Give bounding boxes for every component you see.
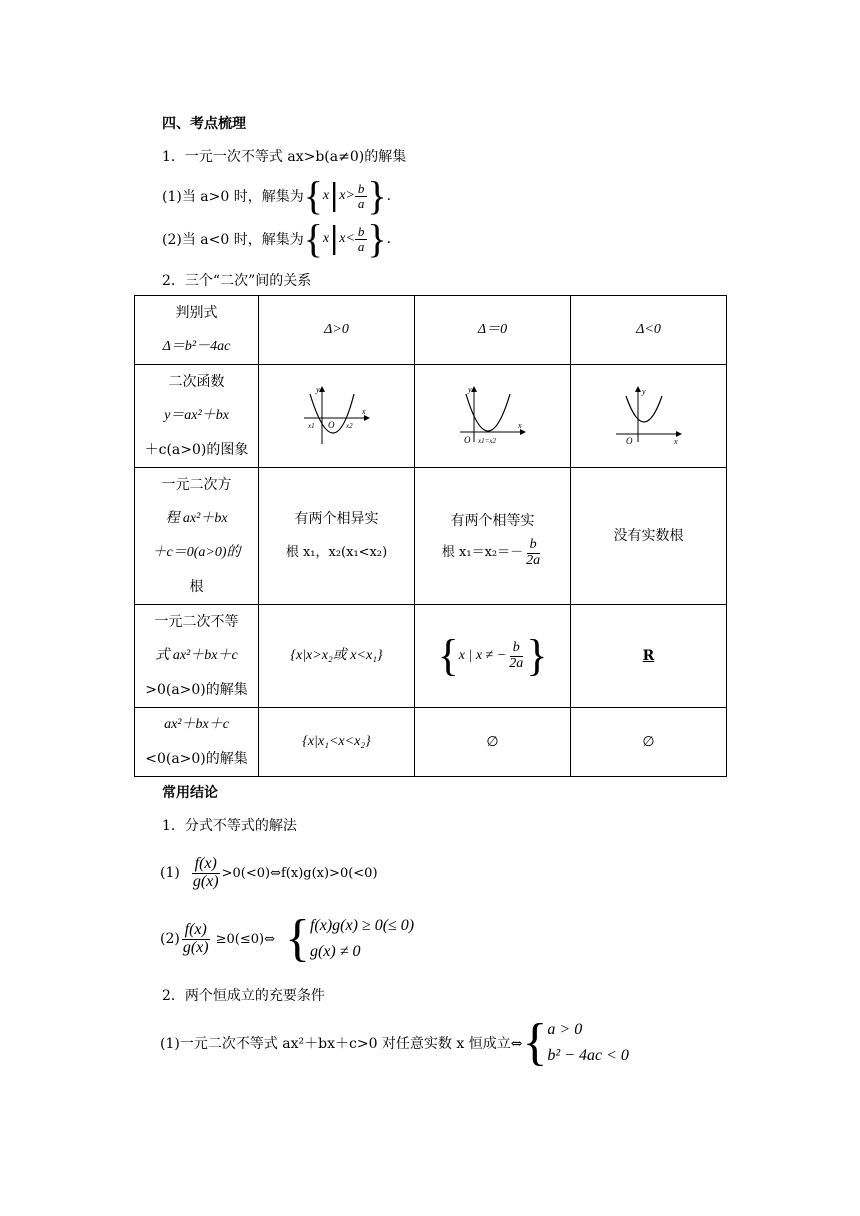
graph-one-root: [415, 365, 571, 468]
frac-f-over-g: $\frac{f(x)}{g(x)}$: [182, 920, 209, 956]
axis-label: x1: [307, 422, 315, 430]
frac-b-over-a: $\frac{b}{a}$: [355, 225, 368, 253]
set-rel: x>: [339, 188, 355, 203]
frac-b-over-2a: $\frac{b}{2a}$: [509, 639, 524, 671]
period: .: [386, 188, 392, 204]
conclusion-1-2: (2) $\frac{f(x)}{g(x)}$ ≥0(≤0)⇔ { f(x)g(x) ≥ 0(≤ 0) g(x) ≠ 0: [160, 910, 415, 967]
conclusion-1-1: (1) $\frac{f(x)}{g(x)}$ >0(<0)⇔f(x)g(x)>0(<0): [160, 854, 378, 890]
axis-label: O: [327, 420, 334, 430]
axis-label: x2: [345, 422, 353, 430]
table-row: [135, 605, 727, 708]
set-bar: |: [329, 221, 340, 256]
equation-system: { a > 0 b² − 4ac < 0: [522, 1014, 629, 1071]
brace-left: {: [303, 216, 323, 261]
row-header-function: 二次函数 y＝ax²＋bx ＋c(a>0)的图象: [135, 365, 259, 468]
table-row: [135, 708, 727, 777]
cell-lt-double-root: ∅: [415, 708, 571, 777]
axis-label: x: [361, 407, 366, 416]
item1-sub2: [162, 216, 392, 261]
set-bar: |: [329, 178, 340, 213]
row-header-gt-solution: 一元二次不等 式 ax²＋bx＋c >0(a>0)的解集: [135, 605, 259, 708]
axis-label: x1=x2: [477, 437, 496, 445]
brace-left: {: [437, 631, 459, 680]
cell-gt-no-root: R: [571, 605, 727, 708]
cell-lt-no-root: ∅: [571, 708, 727, 777]
axis-label: y: [467, 385, 472, 394]
brace-left: {: [522, 1014, 548, 1071]
parabola-one-root-icon: [458, 384, 528, 448]
frac-f-over-g: $\frac{f(x)}{g(x)}$: [192, 854, 219, 890]
conclusion-2-1: (1)一元二次不等式 ax²＋bx＋c>0 对任意实数 x 恒成立⇔ { a > 0 b² − 4ac < 0: [160, 1014, 629, 1071]
table-row: [135, 468, 727, 605]
cell-no-real-roots: 没有实数根: [571, 468, 727, 605]
set-rel: x<: [339, 231, 355, 246]
row-header-equation: 一元二次方 程 ax²＋bx ＋c＝0(a>0)的 根: [135, 468, 259, 605]
axis-label: y: [641, 387, 646, 396]
row-header-lt-solution: ax²＋bx＋c <0(a>0)的解集: [135, 708, 259, 777]
brace-left: {: [303, 173, 323, 218]
conclusion-1-title: 1．分式不等式的解法: [162, 818, 297, 834]
cell-delta-negative: Δ<0: [571, 296, 727, 365]
item2-title: 2．三个“二次”间的关系: [162, 273, 312, 289]
table-row: [135, 365, 727, 468]
set-var: x: [322, 231, 330, 246]
table-row: [135, 296, 727, 365]
set-var: x: [322, 188, 330, 203]
graph-two-roots: [259, 365, 415, 468]
axis-label: y: [315, 385, 320, 394]
item1-sub1-prefix: (1)当 a>0 时，解集为: [162, 189, 304, 205]
brace-right: }: [367, 216, 387, 261]
axis-label: O: [463, 435, 470, 445]
conclusion-title: 常用结论: [162, 785, 218, 801]
cell-two-distinct-roots: 有两个相异实 根 x₁，x₂(x₁<x₂): [259, 468, 415, 605]
axis-label: O: [625, 436, 632, 446]
parabola-two-roots-icon: [302, 384, 372, 448]
frac-b-over-a: $\frac{b}{a}$: [355, 182, 368, 210]
item1-sub1: [162, 173, 392, 218]
period: .: [386, 231, 392, 247]
graph-no-root: [571, 365, 727, 468]
conclusion-2-title: 2．两个恒成立的充要条件: [162, 988, 325, 1004]
axis-label: x: [517, 421, 522, 430]
axis-label: x: [673, 437, 678, 446]
cell-lt-two-roots: {x|x₁<x<x₂}: [259, 708, 415, 777]
cell-gt-two-roots: {x|x>x₂或 x<x₁}: [259, 605, 415, 708]
cell-gt-double-root: { x | x ≠ − $\frac{b}{2a}$ }: [415, 605, 571, 708]
item1-title: 1．一元一次不等式 ax>b(a≠0)的解集: [162, 149, 407, 165]
section-title: 四、考点梳理: [162, 116, 246, 132]
brace-right: }: [526, 631, 548, 680]
item1-sub2-prefix: (2)当 a<0 时，解集为: [162, 232, 304, 248]
cell-delta-positive: Δ>0: [259, 296, 415, 365]
cell-delta-zero: Δ＝0: [415, 296, 571, 365]
parabola-no-root-icon: [614, 384, 684, 448]
cell-double-root: 有两个相等实 根 x₁＝x₂＝－ $\frac{b}{2a}$: [415, 468, 571, 605]
frac-b-over-2a: $\frac{b}{2a}$: [526, 536, 541, 568]
equation-system: { f(x)g(x) ≥ 0(≤ 0) g(x) ≠ 0: [284, 910, 415, 967]
quadratic-relations-table: [134, 295, 727, 777]
row-header-discriminant: 判别式 Δ＝b²－4ac: [135, 296, 259, 365]
brace-right: }: [367, 173, 387, 218]
brace-left: {: [284, 910, 310, 967]
